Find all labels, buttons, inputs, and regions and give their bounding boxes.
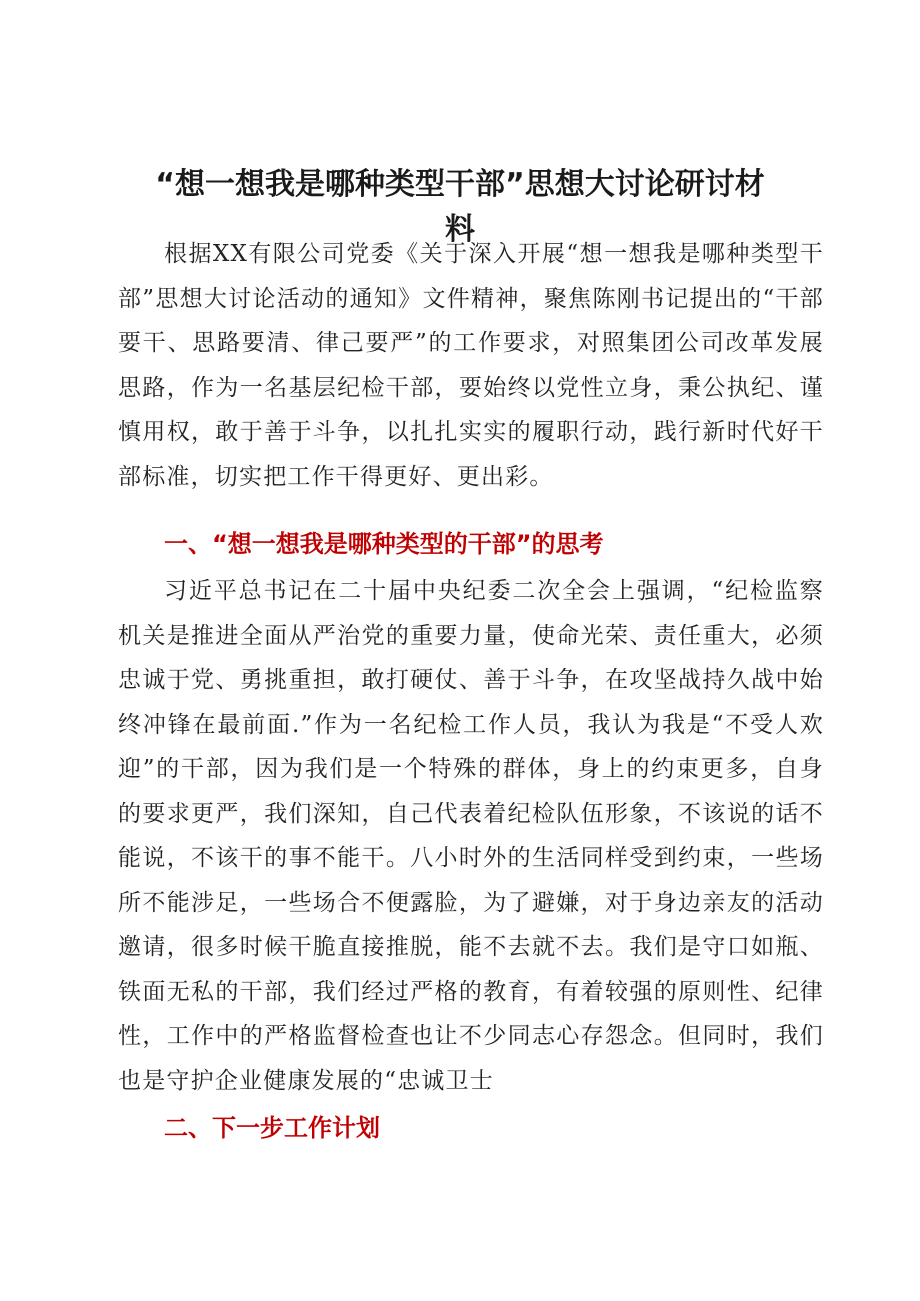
document-title-line-2: 料 bbox=[445, 212, 475, 247]
section-1-heading: 一、“想一想我是哪种类型的干部”的思考 bbox=[164, 530, 604, 558]
section-2-heading: 二、下一步工作计划 bbox=[164, 1114, 380, 1142]
section-1-paragraph: 习近平总书记在二十届中央纪委二次全会上强调，“纪检监察机关是推进全面从严治党的重要力量，使命光荣、责任重大，必须忠诚于党、勇挑重担，敢打硬仗、善于斗争，在攻坚战持久战中始终冲锋在最前面.”作为一名纪检工作人员，我认为我是“不受人欢迎”的干部，因为我们是一个特殊的群体，身上的约束更多，自身的要求更严，我们深知，自己代表着纪检队伍形象，不该说的话不能说，不该干的事不能干。八小时外的生活同样受到约束，一些场所不能涉足，一些场合不便露脸，为了避嫌，对于身边亲友的活动邀请，很多时候干脆直接推脱，能不去就不去。我们是守口如瓶、铁面无私的干部，我们经过严格的教育，有着较强的原则性、纪律性，工作中的严格监督检查也让不少同志心存怨念。但同时，我们也是守护企业健康发展的“忠诚卫士 bbox=[118, 578, 824, 1094]
document-title-line-1: “想一想我是哪种类型干部”思想大讨论研讨材 bbox=[155, 167, 765, 202]
intro-paragraph: 根据XX有限公司党委《关于深入开展“想一想我是哪种类型干部”思想大讨论活动的通知》文件精神，聚焦陈刚书记提出的“干部要干、思路要清、律己要严”的工作要求，对照集团公司改革发展思路，作为一名基层纪检干部，要始终以党性立身，秉公执纪、谨慎用权，敢于善于斗争，以扎扎实实的履职行动，践行新时代好干部标准，切实把工作干得更好、更出彩。 bbox=[118, 241, 824, 490]
